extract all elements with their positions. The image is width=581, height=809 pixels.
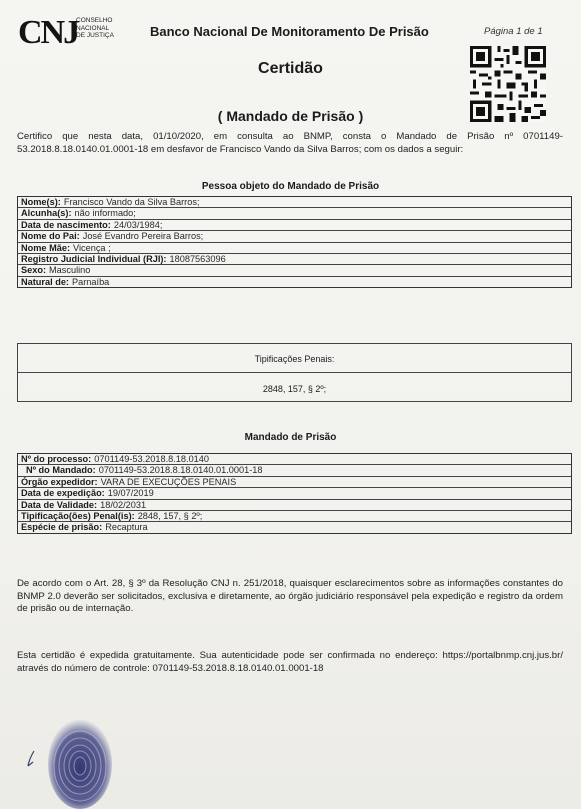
field-row [18,265,571,276]
cnj-logo: CNJ [18,14,79,51]
fingerprint-icon [38,706,118,809]
field-value: não informado; [74,208,136,219]
field-row [18,220,571,231]
field-label: Espécie de prisão: [21,522,103,533]
field-label: Sexo: [21,265,47,276]
field-label: Alcunha(s): [21,208,72,219]
pessoa-table [17,196,572,288]
tipificacoes-label: Tipificações Penais: [254,354,335,364]
field-row [18,208,571,219]
field-row [18,511,571,522]
field-row [18,277,571,287]
header-title: Banco Nacional De Monitoramento De Prisão [150,24,429,39]
field-label: Nº do processo: [21,454,92,464]
field-label: Data de Validade: [21,499,98,510]
mandado-heading: Mandado de Prisão [244,432,337,443]
field-row [18,522,571,532]
field-label: Nome Mãe: [21,242,71,253]
field-label: Nome(s): [21,197,61,207]
field-value: Masculino [49,265,91,276]
page-number: Página 1 de 1 [484,26,543,37]
field-row [18,243,571,254]
mandado-table [17,453,572,534]
field-value: 24/03/1984; [113,219,163,230]
field-row [18,231,571,242]
field-row [18,465,571,476]
field-label: Data de expedição: [21,488,105,499]
pen-mark-icon [26,750,38,768]
field-value: 2848, 157, § 2º; [137,510,203,521]
field-value: 0701149-53.2018.8.18.0140.01.0001-18 [98,465,263,476]
field-label: Nome do Pai: [21,231,80,242]
document-title: Certidão [258,60,323,77]
field-value: José Evandro Pereira Barros; [82,231,204,242]
document-subtitle: ( Mandado de Prisão ) [217,108,364,124]
intro-paragraph: Certifico que nesta data, 01/10/2020, em consulta ao BNMP, consta o Mandado de Prisão nº 0701149-53.2018.8.18.0140.01.0001-18 em desfavor de Francisco Vando da Silva Barros; com os dados a seguir: [17,131,563,155]
pessoa-heading: Pessoa objeto do Mandado de Prisão [201,181,380,192]
field-row [18,500,571,511]
authenticity-paragraph: Esta certidão é expedida gratuitamente. Sua autenticidade pode ser confirmada no endereço: https://portalbnmp.cnj.jus.br/ através do número de controle: 0701149-53.2018.8.18.0140.01.0001-18 [17,650,563,674]
field-label: Nº do Mandado: [26,465,96,476]
field-label: Registro Judicial Individual (RJI): [21,253,167,264]
field-value: VARA DE EXECUÇÕES PENAIS [100,476,237,487]
field-value: Francisco Vando da Silva Barros; [63,197,200,207]
field-label: Órgão expedidor: [21,476,98,487]
field-value: 18/02/2031 [100,499,147,510]
field-value: 0701149-53.2018.8.18.0140 [94,454,210,464]
cnj-logo-text: CONSELHO NACIONAL DE JUSTIÇA [76,17,114,39]
field-value: Recaptura [105,522,148,533]
field-value: Vicença ; [73,242,111,253]
field-row [18,197,571,208]
tipificacoes-box [17,343,572,402]
field-row [18,254,571,265]
field-value: Parnaíba [72,276,110,287]
field-label: Natural de: [21,276,69,287]
field-label: Tipificação(ões) Penal(is): [21,510,135,521]
field-value: 19/07/2019 [107,488,154,499]
field-label: Data de nascimento: [21,219,111,230]
info-paragraph: De acordo com o Art. 28, § 3º da Resolução CNJ n. 251/2018, quaisquer esclarecimentos sobre as informações constantes do BNMP 2.0 deverão ser solicitados, exclusiva e diretamente, ao órgão judiciário responsável pela expedição e registro da ordem de prisão ou de internação. [17,578,563,614]
divider [18,372,571,373]
field-value: 18087563096 [169,253,226,264]
field-row [18,488,571,499]
tipificacoes-value: 2848, 157, § 2º; [262,384,327,394]
field-row [18,454,571,465]
field-row [18,477,571,488]
